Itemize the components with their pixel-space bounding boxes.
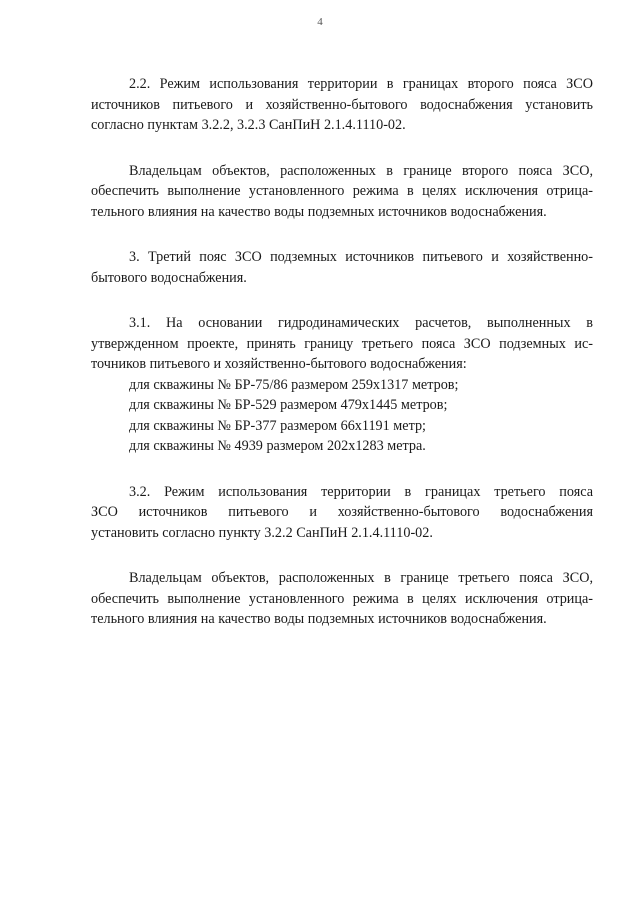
text-line: 3.1. На основании гидродинамических расчетов, выполненных в	[129, 315, 593, 331]
list-item-well: для скважины № 4939 размером 202х1283 метра.	[129, 438, 426, 454]
text-line: бытового водоснабжения.	[91, 269, 247, 286]
text-line: установить согласно пункту 3.2.2 СанПиН 2.1.4.1110-02.	[91, 524, 433, 541]
page-number: 4	[317, 16, 323, 28]
text-line: точников питьевого и хозяйственно-бытового водоснабжения:	[91, 356, 467, 372]
text-line: согласно пунктам 3.2.2, 3.2.3 СанПиН 2.1.4.1110-02.	[91, 117, 406, 133]
text-line: тельного влияния на качество воды подземных источников водоснабжения.	[91, 203, 547, 220]
document-body	[91, 74, 593, 655]
paragraph-owners-third-belt	[91, 568, 593, 630]
text-line: Владельцам объектов, расположенных в границе третьего пояса ЗСО,	[129, 570, 593, 586]
text-line: 3.2. Режим использования территории в границах третьего пояса	[129, 483, 593, 500]
paragraph-3-2-third-belt-regime	[91, 482, 593, 544]
paragraph-3-1-third-belt-boundary	[91, 313, 593, 375]
list-item-well: для скважины № БР-529 размером 479х1445 метров;	[129, 397, 448, 413]
wells-list	[91, 375, 593, 457]
list-item-well: для скважины № БР-377 размером 66х1191 метр;	[129, 417, 426, 434]
text-line: обеспечить выполнение установленного режима в целях исключения отрица-	[91, 183, 593, 199]
text-line: источников питьевого и хозяйственно-бытового водоснабжения установить	[91, 96, 593, 113]
paragraph-2-2-second-belt-regime	[91, 74, 593, 136]
text-line: ЗСО источников питьевого и хозяйственно-бытового водоснабжения	[91, 504, 593, 520]
text-line: тельного влияния на качество воды подземных источников водоснабжения.	[91, 611, 547, 627]
text-line: 3. Третий пояс ЗСО подземных источников питьевого и хозяйственно-	[129, 249, 593, 265]
text-line: Владельцам объектов, расположенных в границе второго пояса ЗСО,	[129, 162, 593, 179]
text-line: обеспечить выполнение установленного режима в целях исключения отрица-	[91, 590, 593, 607]
paragraph-owners-second-belt	[91, 161, 593, 223]
paragraph-3-third-belt-heading	[91, 247, 593, 288]
text-line: утвержденном проекте, принять границу третьего пояса ЗСО подземных ис-	[91, 335, 593, 352]
text-line: 2.2. Режим использования территории в границах второго пояса ЗСО	[129, 76, 593, 92]
list-item-well: для скважины № БР-75/86 размером 259х1317 метров;	[129, 376, 459, 393]
